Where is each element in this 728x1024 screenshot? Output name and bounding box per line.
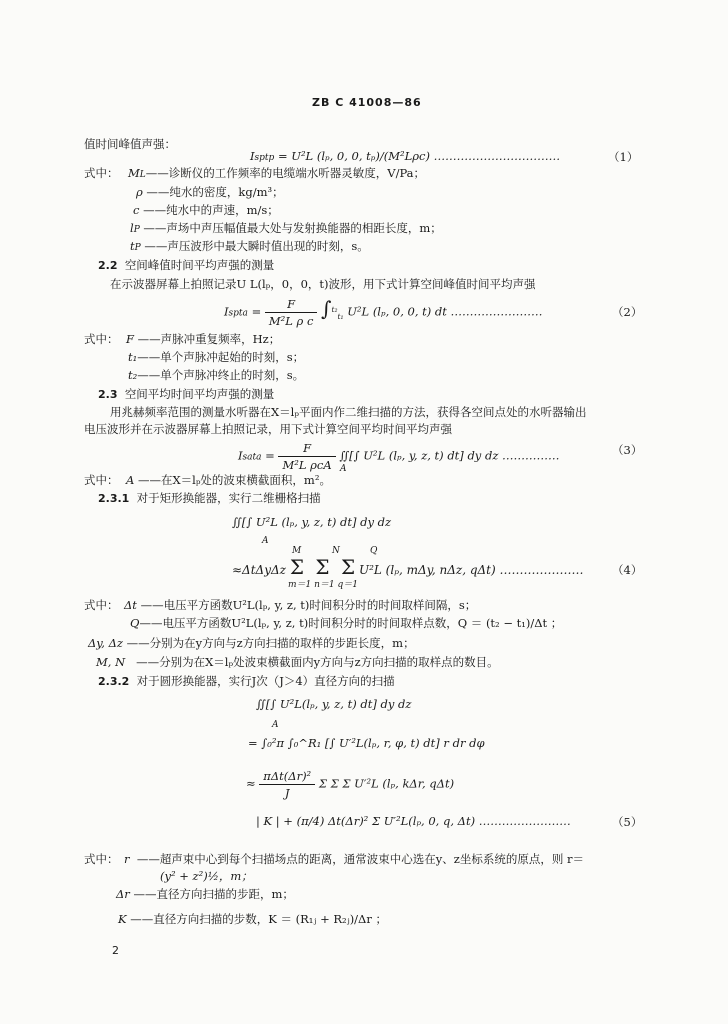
section-2-3-2-heading: 2.3.2 对于圆形换能器，实行J次（J＞4）直径方向的扫描 xyxy=(98,674,395,688)
section-2-3-1-heading: 2.3.1 对于矩形换能器，实行二维栅格扫描 xyxy=(98,491,321,505)
equation-4-number: （4） xyxy=(612,563,643,577)
def-item: Δr ——直径方向扫描的步距，m； xyxy=(116,887,294,901)
equation-4-domain: A xyxy=(262,536,269,546)
section-2-2-text: 在示波器屏幕上拍照记录U L(lₚ，0，0，t)波形，用下式计算空间峰值时间平均声强 xyxy=(110,277,536,291)
section-2-2-heading: 2.2 空间峰值时间平均声强的测量 xyxy=(98,258,275,272)
defs3-lead: 式中： xyxy=(84,473,119,487)
equation-2-number: （2） xyxy=(612,305,643,319)
def-item: K ——直径方向扫描的步数，K ＝ (R₁ⱼ + R₂ⱼ)/Δr ； xyxy=(118,912,388,926)
sum-upper-m: M xyxy=(292,546,302,556)
equation-5-sum: ≈ $\frac{\text{πΔt(Δr)²}}{J}$ Σ Σ Σ U′²L (lₚ, kΔr, qΔt) xyxy=(246,769,455,800)
section-2-3-text: 用兆赫频率范围的测量水听器在X＝lₚ平面内作二维扫描的方法，获得各空间点处的水听器输出 xyxy=(110,405,587,419)
def-item: ρ ——纯水的密度，kg/m³； xyxy=(136,185,284,199)
equation-3: Isata = $\frac{F}{\text{M²L ρcA}}$ ∬[∫ U²L (lₚ, y, z, t) dt] dy dz …………… xyxy=(238,441,560,472)
def-item: Δy, Δz ——分别为在y方向与z方向扫描的取样的步距长度，m； xyxy=(88,636,415,650)
equation-4-lhs: ∬[∫ U²L (lₚ, y, z, t) dt] dy dz xyxy=(232,515,392,529)
def-item: ML——诊断仪的工作频率的电缆端水听器灵敏度，V/Pa； xyxy=(128,166,426,180)
defs2-lead: 式中： xyxy=(84,332,119,346)
def-item: F ——声脉冲重复频率，Hz； xyxy=(126,332,281,346)
equation-4-rhs: ≈ΔtΔyΔz Σ Σ Σ U²L (lₚ, mΔy, nΔz, qΔt) ………………… xyxy=(232,555,584,579)
equation-5-tail: | K | + (π/4) Δt(Δr)² Σ U′²L(lₚ, 0, q, Δt) …………………… xyxy=(256,814,571,828)
def-item: tP ——声压波形中最大瞬时值出现的时刻，s。 xyxy=(130,239,369,253)
equation-1: Isptp = U²L (lₚ, 0, 0, tₚ)/(M²Lρc) …………………………… xyxy=(250,149,561,163)
def-item: (y² + z²)½，m； xyxy=(160,869,253,883)
def-item: t₂——单个声脉冲终止的时刻，s。 xyxy=(128,368,305,382)
equation-3-number: （3） xyxy=(612,443,643,457)
def-item: t₁——单个声脉冲起始的时刻，s； xyxy=(128,350,305,364)
sum-upper-n: N xyxy=(332,546,340,556)
def-item: lP ——声场中声压幅值最大处与发射换能器的相距长度，m； xyxy=(130,221,442,235)
equation-2: Ispta = $\frac{F}{\text{M²L ρ c}}$ ∫$^{t_2}_{t_1}$ U²L (lₚ, 0, 0, t) dt …………………… xyxy=(224,296,543,328)
equation-5-lhs: ∬[∫ U²L(lₚ, y, z, t) dt] dy dz xyxy=(256,697,412,711)
standard-header: ZB C 41008—86 xyxy=(312,96,422,109)
section-2-3-text: 电压波形并在示波器屏幕上拍照记录，用下式计算空间平均时间平均声强 xyxy=(84,422,452,436)
intro-text: 值时间峰值声强： xyxy=(84,137,176,151)
def-item: Q——电压平方函数U²L(lₚ, y, z, t)时间积分时的时间取样点数，Q ＝ (t₂ − t₁)/Δt ； xyxy=(130,616,563,630)
equation-5-polar: = ∫₀²π ∫₀^R₁ [∫ U′²L(lₚ, r, φ, t) dt] r dr dφ xyxy=(248,736,485,750)
equation-3-domain: A xyxy=(340,464,347,474)
equation-5-number: （5） xyxy=(612,815,643,829)
sum-upper-q: Q xyxy=(370,546,378,556)
equation-1-number: （1） xyxy=(608,150,639,164)
equation-5-domain: A xyxy=(272,720,279,730)
def-item: Δt ——电压平方函数U²L(lₚ, y, z, t)时间积分时的时间取样间隔，s； xyxy=(124,598,477,612)
section-2-3-heading: 2.3 空间平均时间平均声强的测量 xyxy=(98,387,275,401)
defs5-lead: 式中： xyxy=(84,852,119,866)
def-item: r ——超声束中心到每个扫描场点的距离，通常波束中心选在y、z坐标系统的原点，则 r＝ xyxy=(124,852,585,866)
def-item: c ——纯水中的声速，m/s； xyxy=(133,203,279,217)
page-number: 2 xyxy=(112,944,119,957)
defs1-lead: 式中： xyxy=(84,166,119,180)
defs4-lead: 式中： xyxy=(84,598,119,612)
def-item: M, N ——分别为在X＝lₚ处波束横截面内y方向与z方向扫描的取样点的数目。 xyxy=(96,655,499,669)
sum-lower-bounds: m＝1 n＝1 q＝1 xyxy=(288,580,358,590)
def-item: A ——在X＝lₚ处的波束横截面积，m²。 xyxy=(126,473,331,487)
